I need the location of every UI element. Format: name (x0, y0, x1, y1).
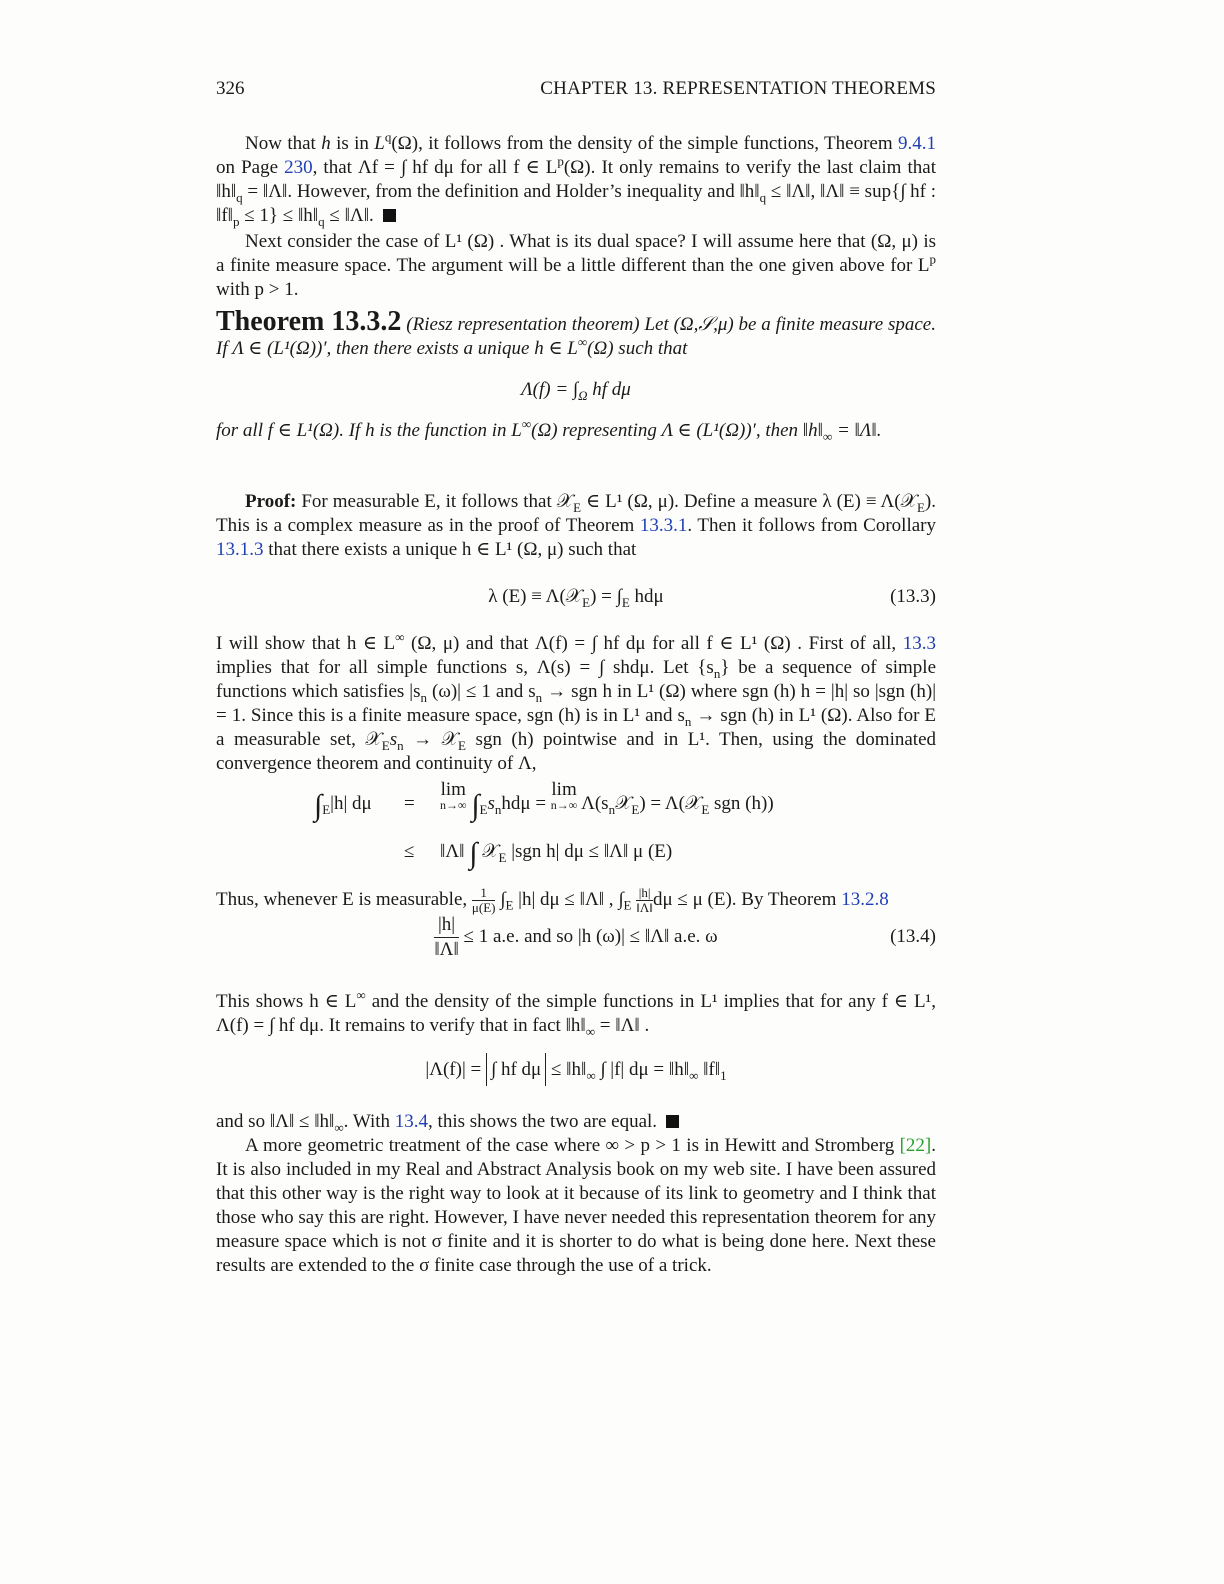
paragraph-2: Next consider the case of L¹ (Ω) . What is its dual space? I will assume here that (Ω, μ) is a finite measure space. The argument will be a little different than the one given above for $L^p$ with p > 1. (216, 231, 936, 300)
theorem-label: Theorem 13.3.2 (216, 306, 402, 337)
equation-13-3: λ (E) ≡ Λ(𝒳$_E$) = $\int_E$ hdμ (13.3) (216, 562, 936, 632)
proof-label: Proof: (245, 491, 297, 512)
link-page-230[interactable]: 230 (284, 157, 313, 178)
aligned-row-2: ≤ ‖Λ‖ ∫ 𝒳$_E$ |sgn h| dμ ≤ ‖Λ‖ μ (E) (404, 837, 673, 870)
running-title: CHAPTER 13. REPRESENTATION THEOREMS (540, 78, 936, 99)
link-equation-13-3[interactable]: 13.3 (902, 633, 936, 654)
equation-number-13-3: (13.3) (890, 586, 936, 607)
aligned-equations (216, 780, 936, 876)
link-theorem-13-3-1[interactable]: 13.3.1 (639, 515, 688, 536)
paragraph-shows: This shows h ∈ L∞ and the density of the simple functions in L¹ implies that for any f ∈ L¹, Λ(f) = ∫ hf dμ. It remains to verify that in fact $‖h‖_\infty$ = ‖Λ‖ . |Λ(f)| = ∫ hf $d\mu \le ‖h‖_\infty$ ∫ |f| $d\mu = ‖h‖_\infty$ $‖f‖_1$ (216, 990, 936, 1102)
display-equation-norm: |Λ(f)| = ∫ hf $d\mu \le ‖h‖_\infty$ ∫ |f| $d\mu = ‖h‖_\infty$ $‖f‖_1$ (216, 1038, 936, 1102)
qed-icon (383, 209, 396, 222)
paragraph-1: Now that h is in $L^q(\Omega)$, it follows from the density of the simple functions, Theorem 9.4.1 on Page 230, that Λf = ∫ hf dμ for all f ∈ $L^p(\Omega)$. It only remains to verify the last claim that $‖h‖_q$ = ‖Λ‖. However, from the definition and Holder’s inequality and $‖h‖_q$ ≤ ‖Λ‖, ‖Λ‖ ≡ sup{∫ hf : $‖f‖_p \le 1$} ≤ $‖h‖_q$ ≤ ‖Λ‖. (216, 129, 937, 229)
display-equation-riesz: $\Lambda(f) = \int_\Omega$ hf dμ (521, 379, 631, 403)
theorem-13-3-2: Theorem 13.3.2 (Riesz representation theorem) Let (Ω,𝒮,μ) be a finite measure space. If Λ ∈ (L¹(Ω))′, then there exists a unique h ∈ L∞(Ω) such that $\Lambda(f) = \int_\Omega$ hf dμ for all f ∈ L¹(Ω). If h is the function in L∞(Ω) representing Λ ∈ (L¹(Ω))′, then $‖h‖_\infty$ = ‖Λ‖. (216, 306, 936, 444)
link-equation-13-4[interactable]: 13.4 (394, 1111, 429, 1132)
page-number: 326 (216, 78, 245, 99)
aligned-row-1: $\int_E|h|$ dμ = lim n→∞ $\int_Es_nhd\mu = \lim$ n→∞ $\Lambda(s_n𝒳_E)$ = Λ(𝒳$_E$ sgn (h)) (314, 779, 774, 822)
paragraph-thus: Thus, whenever E is measurable, $\frac{1}{\mu(E)}$ $\int_E$ |h| dμ ≤ ‖Λ‖ , $\int_E$ $\frac{|h|}{‖\Lambda‖}$ dμ ≤ μ (E). By Theorem 13.2.8 $\frac{|h|}{‖\Lambda‖} \le 1$ a.e. and so |h (ω)| ≤ ‖Λ‖ a.e. ω (13.4) (216, 886, 936, 965)
equation-number-13-4: (13.4) (890, 926, 936, 947)
link-theorem-9-4-1[interactable]: 9.4.1 (898, 133, 936, 154)
qed-icon (666, 1115, 679, 1128)
citation-22[interactable]: [22] (899, 1135, 932, 1156)
link-corollary-13-1-3[interactable]: 13.1.3 (216, 539, 264, 560)
proof: Proof: For measurable E, it follows that 𝒳$_E$ ∈ L¹ (Ω, μ). Define a measure λ (E) ≡ Λ(𝒳$_E$). This is a complex measure as in the proof of Theorem 13.3.1. Then it follows from Corollary 13.1.3 that there exists a unique h ∈ L¹ (Ω, μ) such that λ (E) ≡ Λ(𝒳$_E$) = $\int_E$ hdμ (13.3) I will show that h ∈ L∞ (Ω, μ) and that Λ(f) = ∫ hf dμ for all f ∈ L¹ (Ω) . First of all, 13.3 implies that for all simple functions s, Λ(s) = ∫ shdμ. Let $\{s_n\}$ be a sequence of simple functions which satisfies $|s_n$ (ω)| ≤ 1 and $s_n$ → sgn h in L¹ (Ω) where sgn (h) h = |h| so |sgn (h)| = 1. Since this is a finite measure space, sgn (h) is in L¹ and $s_n$ → sgn (h) in L¹ (Ω). Also for E a measurable set, $𝒳_Es_n$ → 𝒳$_E$ sgn (h) pointwise and in L¹. Then, using the dominated convergence theorem and continuity of Λ, (216, 491, 936, 774)
paragraph-andso: and so ‖Λ‖ ≤ $‖h‖_\infty$. With 13.4, this shows the two are equal. A more geometric treatment of the case where ∞ > p > 1 is in Hewitt and Stromberg [22]. It is also included in my Real and Abstract Analysis book on my web site. I have been assured that this other way is the right way to look at it because of its link to geometry and I think that those who say this are right. However, I have never needed this representation theorem for any measure space which is not σ finite and it is shorter to do what is being done here. Next these results are extended to the σ finite case through the use of a trick. (216, 1111, 936, 1276)
equation-13-4: $\frac{|h|}{‖\Lambda‖} \le 1$ a.e. and so |h (ω)| ≤ ‖Λ‖ a.e. ω (13.4) (216, 909, 936, 965)
link-theorem-13-2-8[interactable]: 13.2.8 (841, 888, 889, 910)
